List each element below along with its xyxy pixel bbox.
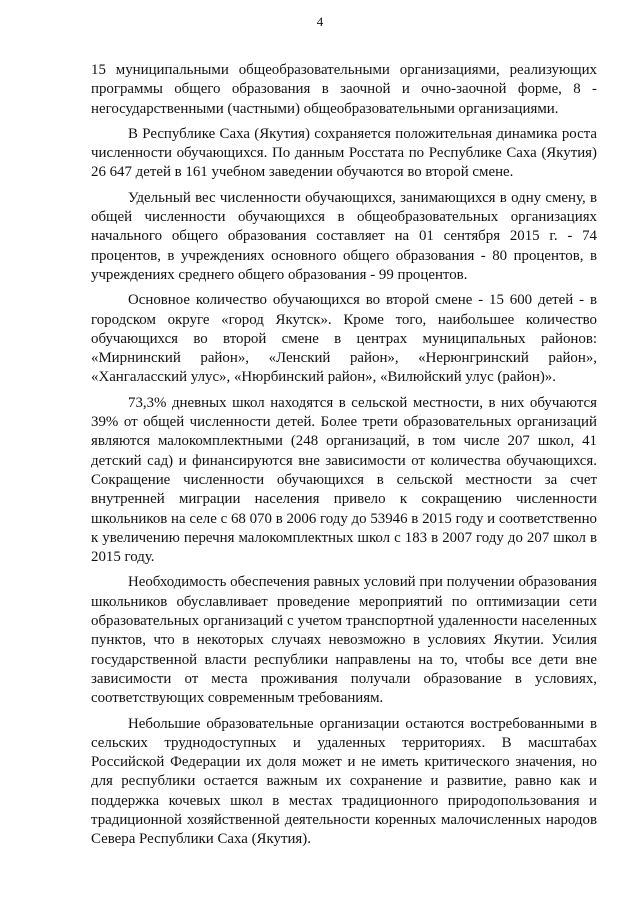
paragraph-5: 73,3% дневных школ находятся в сельской местности, в них обучаются 39% от общей численности детей. Более трети образовательных организаций являются малокомплектными (248 организаций, в том числе 207 школ, 41 детский сад) и финансируются вне зависимости от количества обучающихся. Сокращение численности обучающихся в сельской местности за счет внутренней миграции населения привело к сокращению численности школьников на селе с 68 070 в 2006 году до 53946 в 2015 году и соответственно к увеличению перечня малокомплектных школ с 183 в 2007 году до 207 школ в 2015 году. <box>91 394 597 566</box>
paragraph-3: Удельный вес численности обучающихся, занимающихся в одну смену, в общей численности обучающихся в общеобразовательных организациях начального общего образования составляет на 01 сентября 2015 г. - 74 процентов, в учреждениях основного общего образования - 80 процентов, в учреждениях среднего общего образования - 99 процентов. <box>91 189 597 283</box>
paragraph-2: В Республике Саха (Якутия) сохраняется положительная динамика роста численности обучающихся. По данным Росстата по Республике Саха (Якутия) 26 647 детей в 161 учебном заведении обучаются во второй смене. <box>91 125 597 181</box>
page-number: 4 <box>316 14 324 29</box>
document-body <box>91 61 597 856</box>
paragraph-7: Небольшие образовательные организации остаются востребованными в сельских труднодоступных и удаленных территориях. В масштабах Российской Федерации их доля может и не иметь критического значения, но для республики остается важным их сохранение и развитие, равно как и поддержка кочевых школ в местах традиционного природопользования и традиционной хозяйственной деятельности коренных малочисленных народов Севера Республики Саха (Якутия). <box>91 715 597 848</box>
paragraph-6: Необходимость обеспечения равных условий при получении образования школьников обуславливает проведение мероприятий по оптимизации сети образовательных организаций с учетом транспортной удаленности населенных пунктов, что в некоторых случаях невозможно в условиях Якутии. Усилия государственной власти республики направлены на то, чтобы все дети вне зависимости от места проживания получали образование в условиях, соответствующих современным требованиям. <box>91 574 597 707</box>
paragraph-4: Основное количество обучающихся во второй смене - 15 600 детей - в городском округе «город Якутск». Кроме того, наибольшее количество обучающихся во второй смене в центрах муниципальных районов: «Мирнинский район», «Ленский район», «Нерюнгринский район», «Хангаласский улус», «Нюрбинский район», «Вилюйский улус (район)». <box>91 292 597 386</box>
paragraph-1: 15 муниципальными общеобразовательными организациями, реализующих программы общего образования в заочной и очно-заочной форме, 8 - негосударственными (частными) общеобразовательными организациями. <box>91 62 597 117</box>
